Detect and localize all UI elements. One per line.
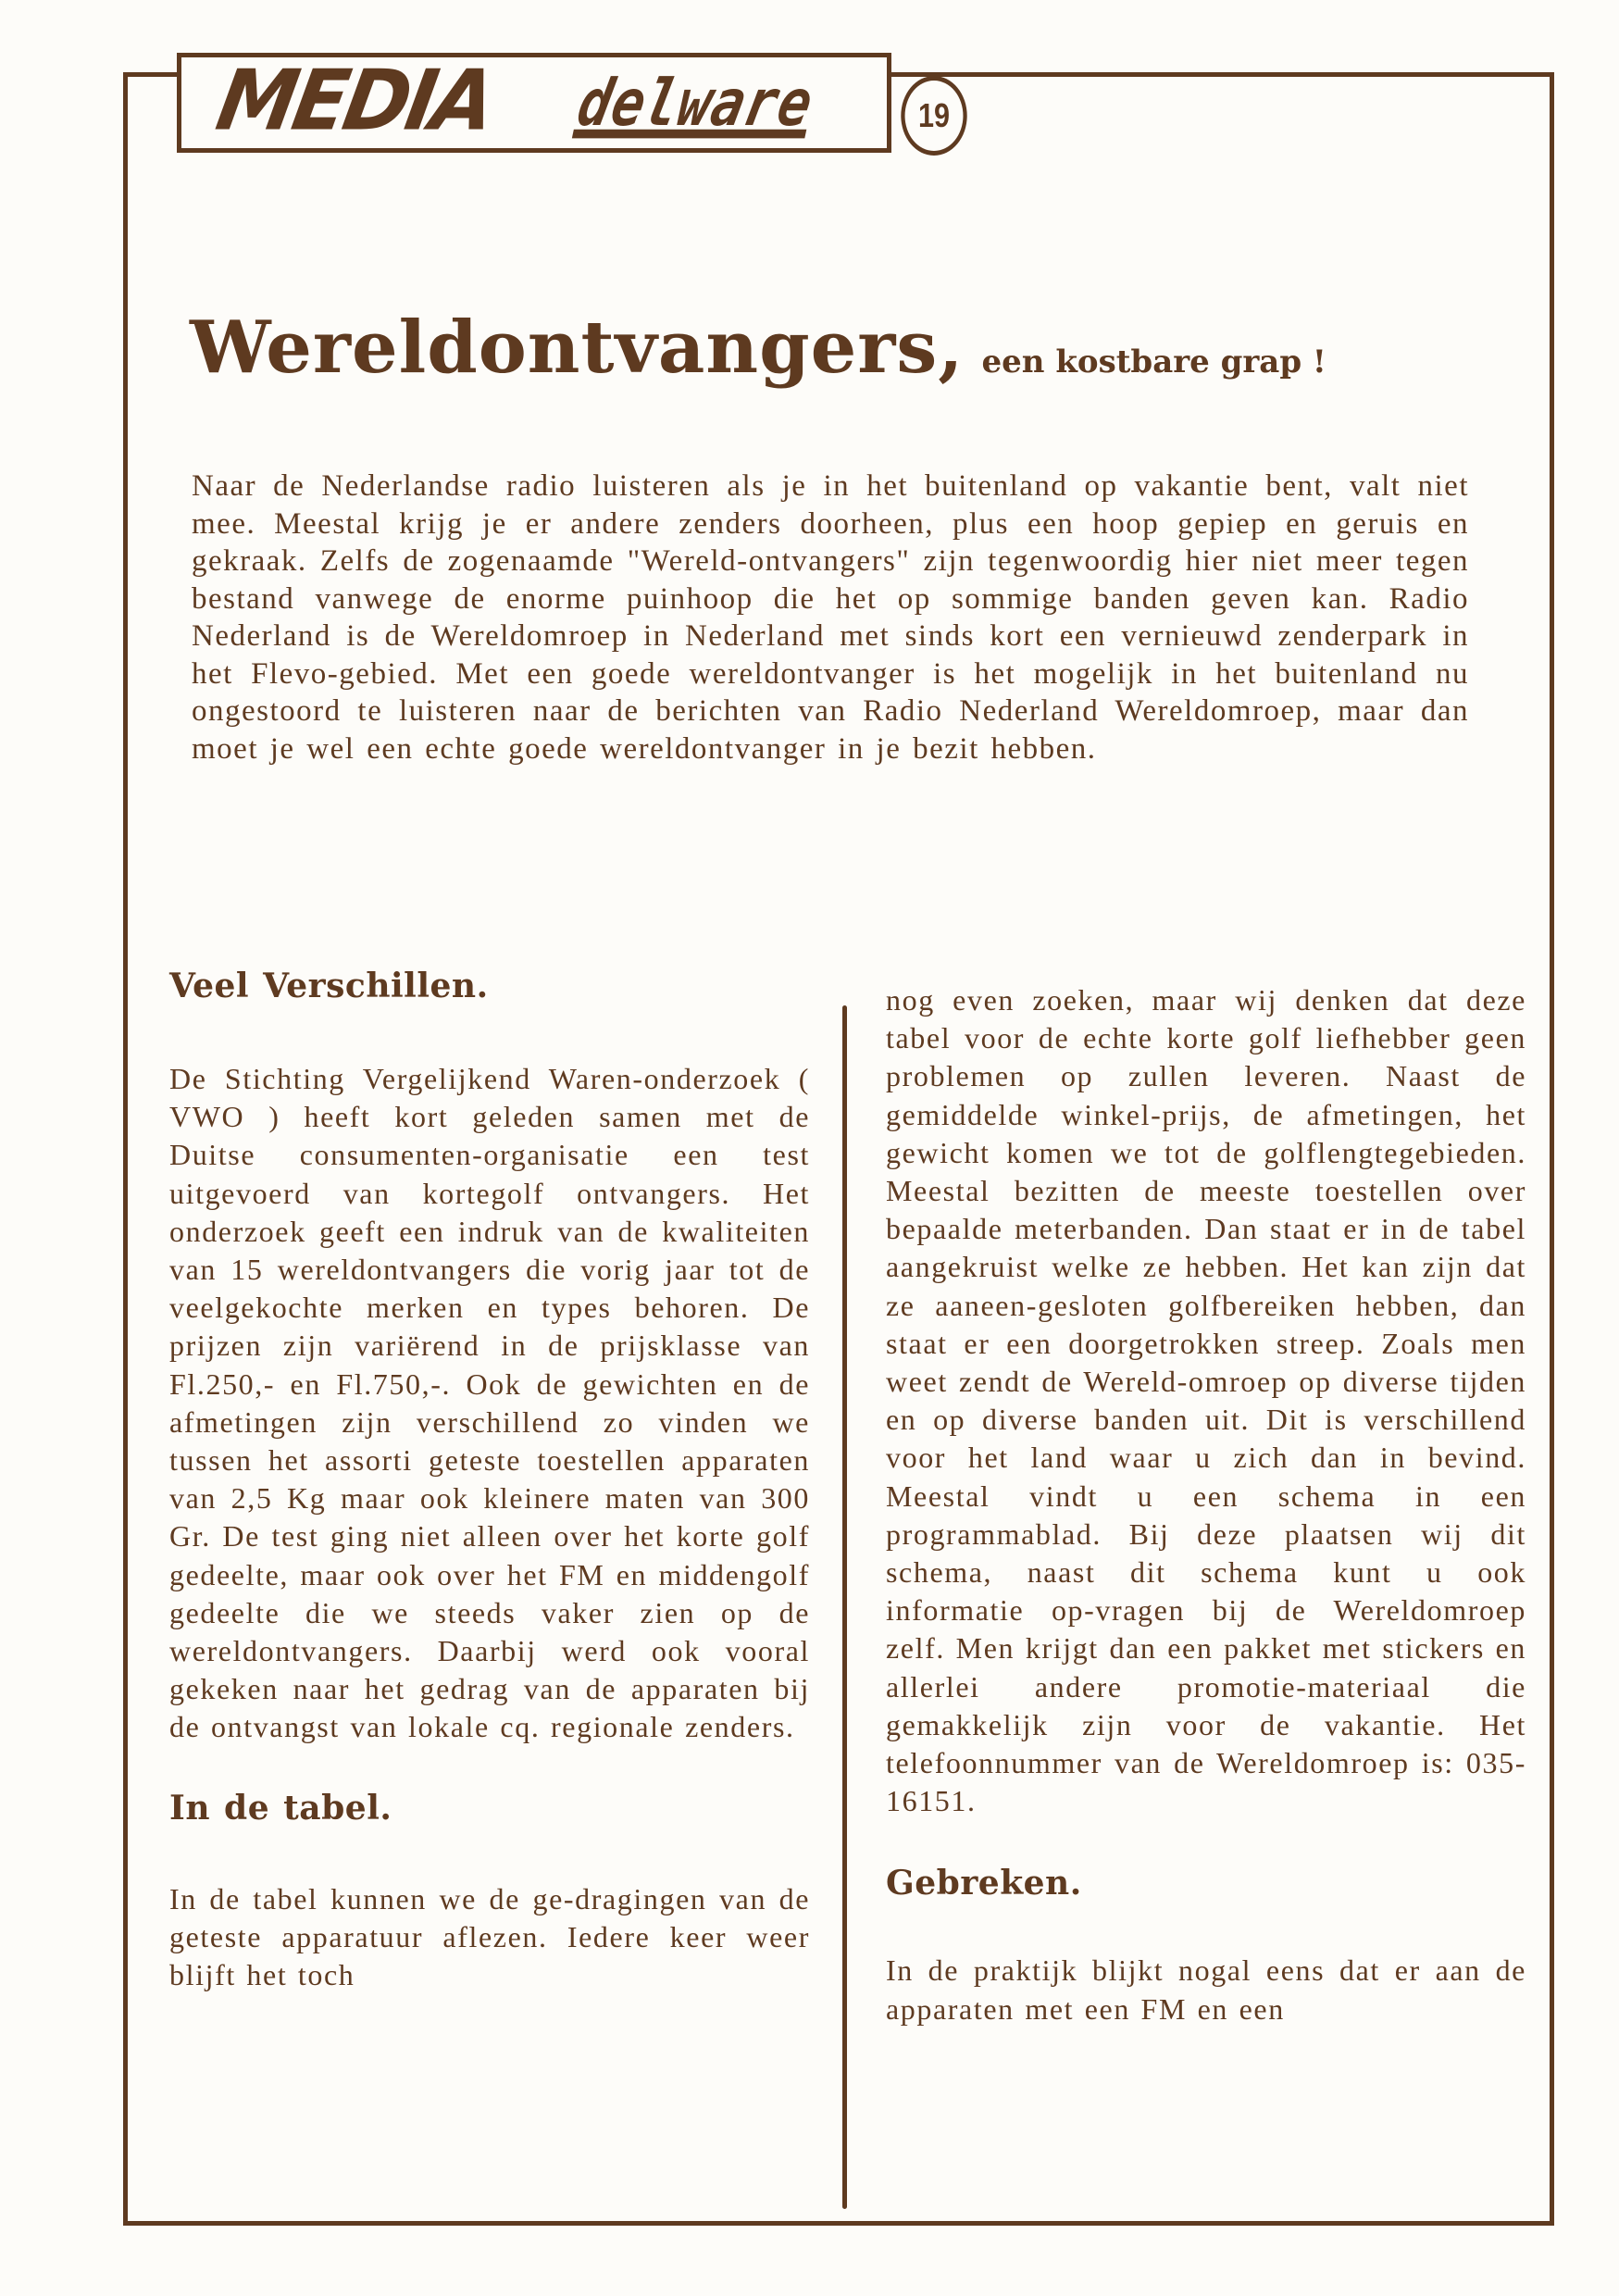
logo-media-text: MEDIA: [209, 52, 500, 150]
heading-veel-verschillen: Veel Verschillen.: [169, 967, 489, 1005]
article-title: [190, 306, 1326, 390]
article-intro: Naar de Nederlandse radio luisteren als je in het buitenland op vakantie bent, valt niet mee. Meestal krijg je er andere zenders doorheen, plus een hoop gepiep en geruis en gekraak. Zelfs de zogenaamde "Wereld-ontvangers" zijn tegenwoordig hier niet meer tegen bestand vanwege de enorme puinhoop die het op sommige banden geven kan. Radio Nederland is de Wereldomroep in Nederland met sinds kort een vernieuwd zenderpark in het Flevo-gebied. Met een goede wereldontvanger is het mogelijk in het buitenland nu ongestoord te luisteren naar de berichten van Radio Nederland Wereldomroep, maar dan moet je wel een echte goede wereldontvanger in je bezit hebben.: [192, 469, 1469, 766]
article-title-sub: een kostbare grap !: [981, 343, 1326, 381]
right-column: [886, 981, 1526, 2028]
column-divider: [842, 1005, 847, 2209]
page-number: 19: [917, 96, 951, 134]
paragraph-veel-verschillen: De Stichting Vergelijkend Waren-onderzoek ( VWO ) heeft kort geleden samen met de Duitse consumenten-organisatie een test uitgevoerd van kortegolf ontvangers. Het onderzoek geeft een indruk van de kwaliteiten van 15 wereldontvangers die vorig jaar tot de veelgekochte merken en types behoren. De prijzen zijn variërend in de prijsklasse van Fl.250,- en Fl.750,-. Ook de gewichten en de afmetingen zijn verschillend zo vinden we tussen het assorti geteste toestellen apparaten van 2,5 Kg maar ook kleinere maten van 300 Gr. De test ging niet alleen over het korte golf gedeelte, maar ook over het FM en middengolf gedeelte die we steeds vaker zien op de wereldontvangers. Daarbij werd ook vooral gekeken naar het gedrag van de apparaten bij de ontvangst van lokale cq. regionale zenders.: [169, 1062, 810, 1744]
page-number-badge: [901, 76, 966, 156]
heading-gebreken: Gebreken.: [886, 1864, 1082, 1903]
paragraph-in-de-tabel: In de tabel kunnen we de ge-dragingen van de geteste apparatuur aflezen. Iedere keer weer blijft het toch: [169, 1881, 810, 1992]
article-title-main: Wereldontvangers,: [190, 306, 965, 390]
masthead-logo: [177, 53, 891, 153]
logo-sub-text: delware: [571, 65, 821, 141]
heading-in-de-tabel: In de tabel.: [169, 1788, 392, 1828]
left-column: [169, 966, 810, 1994]
paragraph-continued: nog even zoeken, maar wij denken dat deze tabel voor de echte korte golf liefhebber geen problemen op zullen leveren. Naast de gemiddelde winkel-prijs, de afmetingen, het gewicht komen we tot de golflengtegebieden. Meestal bezitten de meeste toestellen over bepaalde meterbanden. Dan staat er in de tabel aangekruist welke ze hebben. Het kan zijn dat ze aaneen-gesloten golfbereiken hebben, dan staat er een doorgetrokken streep. Zoals men weet zendt de Wereld-omroep op diverse tijden en op diverse banden uit. Dit is verschillend voor het land waar u zich dan in bevind. Meestal vindt u een schema in een programmablad. Bij deze plaatsen wij dit schema, naast dit schema kunt u ook informatie op-vragen bij de Wereldomroep zelf. Men krijgt dan een pakket met stickers en allerlei andere promotie-materiaal die gemakkelijk zijn voor de vakantie. Het telefoonnummer van de Wereldomroep is: 035-16151.: [886, 983, 1526, 1818]
paragraph-gebreken: In de praktijk blijkt nogal eens dat er aan de apparaten met een FM en een: [886, 1953, 1526, 2026]
